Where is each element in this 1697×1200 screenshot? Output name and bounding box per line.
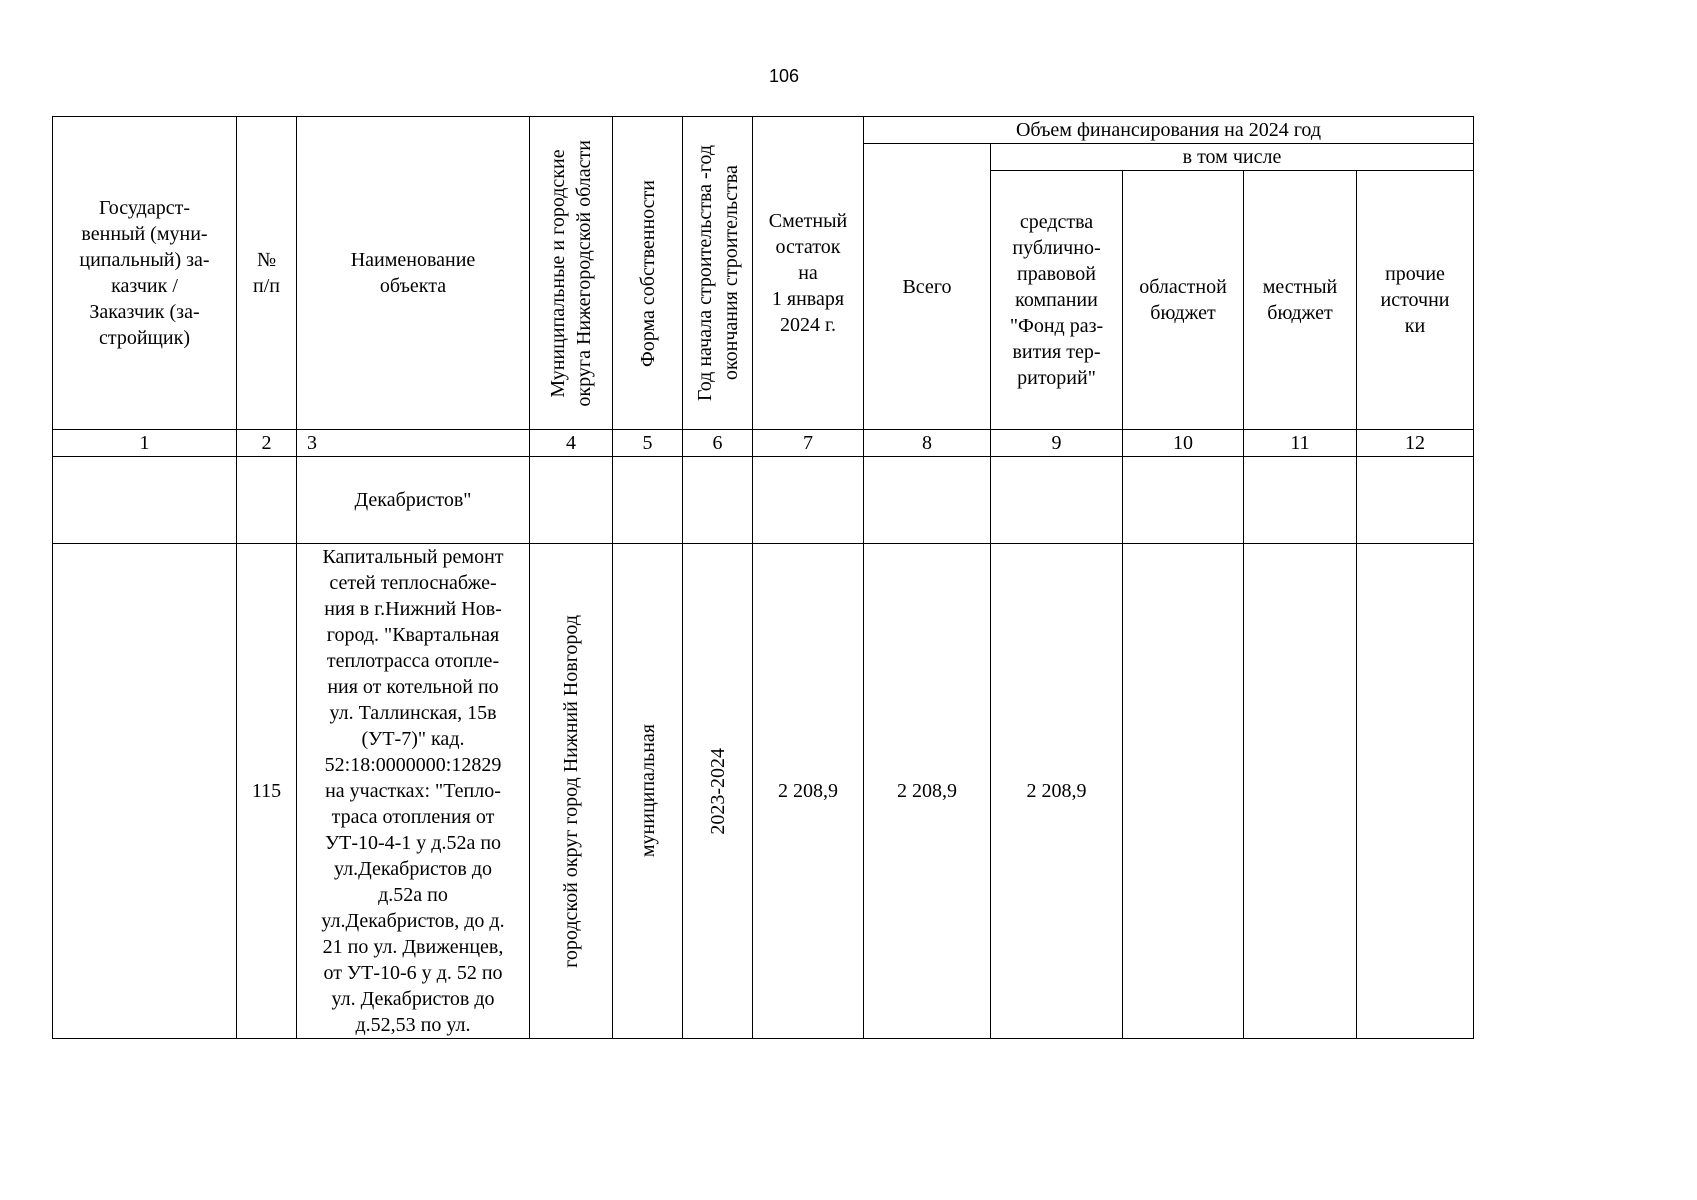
- column-numbers-row: [53, 430, 1474, 457]
- cell-object-name: Капитальный ремонт сетей теплоснабже- ния в г.Нижний Нов- город. "Квартальная теплотрасса отопле- ния от котельной по ул. Таллинская, 15в (УТ-7)" кад. 52:18:0000000:12829 на участках: "Тепло- траса отопления от УТ-10-4-1 у д.52а по ул.Декабристов до д.52а по ул.Декабристов, до д. 21 по ул. Движенцев, от УТ-10-6 у д. 52 по ул. Декабристов до д.52,53 по ул.: [297, 544, 530, 1039]
- header-including: в том числе: [991, 144, 1474, 171]
- column-number: 11: [1244, 430, 1357, 457]
- column-number: 3: [297, 430, 530, 457]
- header-funding-group: Объем финансирования на 2024 год: [864, 117, 1474, 144]
- cell-regional-budget: [1123, 457, 1244, 544]
- header-customer: Государст- венный (муни- ципальный) за- казчик / Заказчик (за- стройщик): [53, 117, 237, 430]
- header-number: № п/п: [237, 117, 297, 430]
- header-object-name: Наименование объекта: [297, 117, 530, 430]
- column-number: 6: [683, 430, 753, 457]
- page-number: 106: [768, 66, 800, 86]
- column-number: 5: [613, 430, 683, 457]
- header-regional-budget: областной бюджет: [1123, 171, 1244, 430]
- cell-local-budget: [1244, 544, 1357, 1039]
- financing-table: [52, 116, 1474, 1039]
- header-total: Всего: [864, 144, 991, 430]
- cell-municipality: городской округ город Нижний Новгород: [530, 544, 613, 1039]
- header-estimate-remainder: Сметный остаток на 1 января 2024 г.: [753, 117, 864, 430]
- column-number: 9: [991, 430, 1123, 457]
- header-fund-territories: средства публично- правовой компании "Фонд раз- вития тер- риторий": [991, 171, 1123, 430]
- cell-total: 2 208,9: [864, 544, 991, 1039]
- header-ownership: Форма собственности: [613, 117, 683, 430]
- cell-other-sources: [1357, 544, 1474, 1039]
- column-number: 2: [237, 430, 297, 457]
- header-other-sources: прочие источни ки: [1357, 171, 1474, 430]
- column-number: 7: [753, 430, 864, 457]
- cell-estimate-remainder: [753, 457, 864, 544]
- cell-years: 2023-2024: [683, 544, 753, 1039]
- table-row: [53, 457, 1474, 544]
- column-number: 10: [1123, 430, 1244, 457]
- column-number: 12: [1357, 430, 1474, 457]
- cell-estimate-remainder: 2 208,9: [753, 544, 864, 1039]
- column-number: 4: [530, 430, 613, 457]
- cell-total: [864, 457, 991, 544]
- cell-local-budget: [1244, 457, 1357, 544]
- column-number: 1: [53, 430, 237, 457]
- cell-customer: [53, 544, 237, 1039]
- cell-ownership: муниципальная: [613, 544, 683, 1039]
- cell-number: [237, 457, 297, 544]
- cell-fund-territories: 2 208,9: [991, 544, 1123, 1039]
- cell-fund-territories: [991, 457, 1123, 544]
- column-number: 8: [864, 430, 991, 457]
- header-municipality: Муниципальные и городские округа Нижегородской области: [530, 117, 613, 430]
- cell-other-sources: [1357, 457, 1474, 544]
- header-years: Год начала строительства -год окончания строительства: [683, 117, 753, 430]
- cell-object-name: Декабристов": [297, 457, 530, 544]
- cell-customer: [53, 457, 237, 544]
- cell-number: 115: [237, 544, 297, 1039]
- cell-ownership: [613, 457, 683, 544]
- header-local-budget: местный бюджет: [1244, 171, 1357, 430]
- cell-regional-budget: [1123, 544, 1244, 1039]
- table-row: [53, 544, 1474, 1039]
- cell-municipality: [530, 457, 613, 544]
- cell-years: [683, 457, 753, 544]
